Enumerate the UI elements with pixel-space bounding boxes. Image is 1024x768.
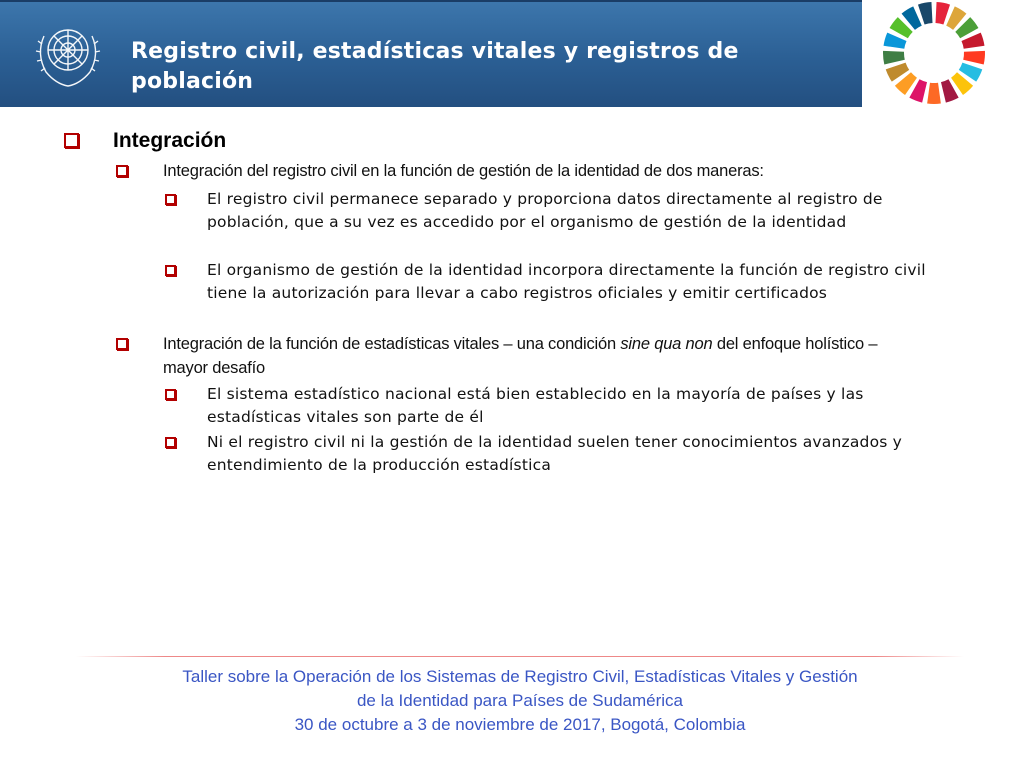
subitem-bullet-icon	[165, 437, 176, 448]
item-bullet-icon	[116, 338, 128, 350]
item-text-after: del enfoque holístico – mayor desafío	[163, 335, 878, 377]
item-text-before: Integración de la función de estadísticas vitales – una condición	[163, 335, 621, 353]
footer-line-2: de la Identidad para Países de Sudamérica	[356, 691, 684, 710]
sdg-segment	[927, 83, 941, 104]
sdg-segment	[936, 2, 951, 24]
un-emblem-icon	[30, 14, 106, 90]
item-text-italic: sine qua non	[620, 335, 713, 353]
sub-list-item: El sistema estadístico nacional está bien establecido en la mayoría de países y las estadísticas vitales son parte de él	[207, 385, 864, 426]
sub-list-item: El organismo de gestión de la identidad incorpora directamente la función de registro civil tiene la autorización para llevar a cabo registros oficiales y emitir certificados	[207, 261, 926, 302]
subitem-bullet-icon	[165, 389, 176, 400]
footer-line-3: 30 de octubre a 3 de noviembre de 2017, Bogotá, Colombia	[294, 715, 746, 734]
subitem-bullet-icon	[165, 194, 176, 205]
title-banner	[0, 0, 862, 107]
sub-list-item: El registro civil permanece separado y proporciona datos directamente al registro de población, que a su vez es accedido por el organismo de gestión de la identidad	[207, 190, 883, 231]
subitem-bullet-icon	[165, 265, 176, 276]
page-title: Registro civil, estadísticas vitales y registros de población	[131, 39, 739, 94]
section-heading: Integración	[113, 129, 227, 152]
list-item	[163, 332, 903, 380]
list-item: Integración del registro civil en la función de gestión de la identidad de dos maneras:	[163, 162, 764, 180]
sdg-segment	[963, 51, 985, 65]
footer-line-1: Taller sobre la Operación de los Sistemas de Registro Civil, Estadísticas Vitales y Gestión	[182, 667, 858, 686]
banner-top-line	[0, 0, 862, 2]
sdg-wheel-icon	[866, 0, 1006, 107]
item-bullet-icon	[116, 165, 128, 177]
footer	[100, 665, 940, 737]
section-bullet-icon	[64, 133, 79, 148]
footer-divider	[76, 656, 964, 657]
sub-list-item: Ni el registro civil ni la gestión de la identidad suelen tener conocimientos avanzados y entendimiento de la producción estadística	[207, 433, 903, 474]
sdg-segment	[883, 51, 905, 65]
sdg-segment	[918, 2, 933, 24]
